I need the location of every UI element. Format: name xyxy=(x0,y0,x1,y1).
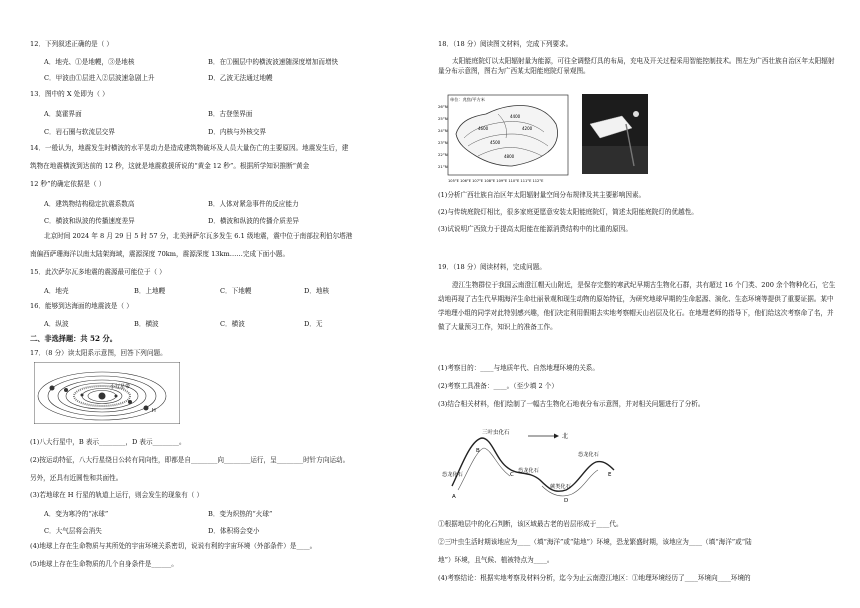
q12-stem: 12．下列叙述正确的是（ ） xyxy=(30,40,114,48)
fossil-diagram-svg xyxy=(438,420,626,508)
q17-sub2b: 另外，还具有近圆性和共面性。 xyxy=(30,474,123,482)
q12-option-a: A．地壳、①是地幔，③是地核 xyxy=(44,58,135,66)
point-c: C xyxy=(510,472,514,478)
q12-option-d: D．乙波无法通过地幔 xyxy=(208,74,273,82)
planet xyxy=(115,395,118,398)
q13-option-a: A．莫霍界面 xyxy=(44,110,82,118)
north-arrowhead xyxy=(554,434,559,439)
isoline-label: 4200 xyxy=(522,126,533,131)
q19-sub1: (1)考察目的：____与地质年代、自然地理环境的关系。 xyxy=(438,364,599,372)
radiation-map-svg xyxy=(438,94,572,184)
q19-material: 澄江生物群位于我国云南澄江帽天山附近，是保存完整的寒武纪早期古生物化石群，共有超过 16 个门类、200 余个物种化石，它生动地再现了古生代早期海洋生命壮丽景观和现生动物的原始特征，为研究地球早期的生命起源、演化、生态环境等提供了重要证据。某中学地理小组的同学对此特别感兴趣，他们决定利用假期去实地考察帽天山岩层及化石。在地理老师的指导下，他们给这次考察命了名，并做了大量预习工作，知识上的准备工作。 xyxy=(438,281,836,331)
point-b: B xyxy=(476,448,480,454)
solar-lamp-photo xyxy=(582,94,648,174)
q14-option-d: D．横波和纵波的传播介质差异 xyxy=(208,217,300,225)
q13-stem: 13．图中的 X 处即为（ ） xyxy=(30,90,109,98)
q15-option-b: B．上地幔 xyxy=(134,287,166,295)
q16-stem: 16．能够到达海面的地震波是（ ） xyxy=(30,302,133,310)
lon-labels: 105°E 106°E 107°E 108°E 109°E 110°E 111°E 112°E xyxy=(448,179,544,183)
q19-stem: 19．（18 分）阅读材料，完成问题。 xyxy=(438,263,546,271)
dinosaur-fossil-label: 恐龙化石 xyxy=(442,472,463,478)
q12-option-b: B．在①圈层中的横波波速随深度增加而增快 xyxy=(208,58,339,66)
lat-label: 24°N xyxy=(438,128,448,133)
lamp-photo-svg xyxy=(582,94,648,174)
lat-label: 23°N xyxy=(438,140,448,145)
point-d: D xyxy=(564,498,569,504)
q14-line3: 12 秒”的确定依据是（ ） xyxy=(30,180,106,188)
news-line1: 北京时间 2024 年 8 月 29 日 5 时 57 分，北美洲萨尔瓦多发生 6.1 级地震，震中位于南部拉利伯尔塔港 xyxy=(44,232,353,240)
section-heading: 二、非选择题：共 52 分。 xyxy=(30,334,117,343)
guangxi-radiation-map xyxy=(438,94,572,184)
q17-option-a: A．变为寒冷的“冰球” xyxy=(44,510,109,518)
q18-stem: 18．（18 分）阅读图文材料，完成下列要求。 xyxy=(438,40,573,48)
solar-system-svg xyxy=(34,362,180,424)
q13-option-b: B．古登堡界面 xyxy=(208,110,253,118)
stratum-line xyxy=(542,470,598,496)
stratum-line xyxy=(458,448,510,490)
lamp-glow xyxy=(633,111,639,117)
q19-sub2: (2)考察工具准备：____。（至少填 2 个） xyxy=(438,382,558,390)
planet-h-label: H xyxy=(152,408,156,414)
q17-sub3: (3)若地球在 H 行星的轨道上运行，则会发生的现象有（ ） xyxy=(30,491,204,499)
point-e: E xyxy=(608,472,612,478)
isoline-label: 4500 xyxy=(490,140,501,145)
map-unit: 单位：兆焦/平方米 xyxy=(450,97,485,102)
q17-sub4: (4)地球上存在生命物质与其所处的宇宙环境关系密切，说说有利的宇宙环境（外部条件）是____。 xyxy=(30,542,317,550)
q16-option-c: C．横波 xyxy=(220,320,245,328)
news-line2: 南偏西萨珊海洋以南太陆架海域，震源深度 70km，震源深度 13km……完成下面小题。 xyxy=(30,250,290,258)
q19-analysis1: ①根据地层中的化石判断，该区域最古老的岩层形成于____代。 xyxy=(438,520,623,528)
planet xyxy=(50,386,55,391)
terrain-profile xyxy=(452,438,614,491)
point-a: A xyxy=(452,494,456,500)
q17-option-d: D．体积将会变小 xyxy=(208,527,260,535)
q17-option-b: B．变为炽热的“火球” xyxy=(208,510,273,518)
planet xyxy=(144,406,149,411)
q15-option-d: D．地核 xyxy=(304,287,330,295)
q18-sub1: (1)分析广西壮族自治区年太阳辐射量空间分布规律及其主要影响因素。 xyxy=(438,191,646,199)
dinosaur-fossil-label: 恐龙化石 xyxy=(518,468,539,474)
q15-option-c: C．下地幔 xyxy=(220,287,252,295)
lat-label: 26°N xyxy=(438,104,448,109)
q18-material: 太阳能庭院灯以太阳辐射量为能源，可往全调整灯具的布局，充电及开关过程采用智能控制技术。图左为广西壮族自治区年太阳辐射量分布示意图，图右为广西某太阳能庭院灯景观图。 xyxy=(438,57,835,75)
q18-sub3: (3)试说明广西致力于提高太阳能在能源消费结构中的比重的原因。 xyxy=(438,225,632,233)
q13-option-c: C．岩石圈与软流层交界 xyxy=(44,128,115,136)
north-label: 北 xyxy=(562,433,569,440)
q15-stem: 15．此次萨尔瓦多地震的震源最可能位于（ ） xyxy=(30,268,166,276)
q14-option-c: C．横波和纵波的传播速度差异 xyxy=(44,217,135,225)
isoline-label: 4600 xyxy=(478,126,489,131)
q17-sub1: (1)八大行星中，B 表示________，D 表示________。 xyxy=(30,438,186,446)
lat-label: 21°N xyxy=(438,164,448,169)
fossil-distribution-diagram xyxy=(438,420,626,508)
q17-sub2a: (2)按运动特征，八大行星绕日公转有同向性，即都是自________向________运行，呈________时针方向运动。 xyxy=(30,456,350,464)
solar-system-diagram xyxy=(34,362,180,424)
planet xyxy=(64,388,68,392)
trilobite-label: 三叶虫化石 xyxy=(482,430,510,436)
planet xyxy=(128,400,132,404)
fern-fossil-label: 蕨类化石 xyxy=(550,484,571,490)
q14-line1: 14．一般认为，地震发生时横波的水平晃动力是造成建筑物破坏及人员大量伤亡的主要原因。地震发生后，建 xyxy=(30,144,349,152)
q16-option-a: A．纵波 xyxy=(44,320,69,328)
q19-analysis2b: 地”）环境，且气候、植被特点为____。 xyxy=(438,556,554,564)
q19-sub3: (3)结合相关材料，他们绘制了一幅古生物化石地表分布示意图，并对相关问题进行了分析。 xyxy=(438,400,705,408)
asteroid-belt-label: 小行星带 xyxy=(110,384,131,390)
q14-option-b: B．人体对紧急事件的反应能力 xyxy=(208,200,299,208)
q18-sub2: (2)与传统庭院灯相比，很多家庭更愿意安装太阳能庭院灯，简述太阳能庭院灯的优越性。 xyxy=(438,208,698,216)
q13-option-d: D．内核与外核交界 xyxy=(208,128,267,136)
sun xyxy=(99,393,106,400)
q17-option-c: C．大气层将会消失 xyxy=(44,527,102,535)
isoline-label: 4800 xyxy=(504,154,515,159)
q14-option-a: A．建筑物结构稳定抗震系数高 xyxy=(44,200,135,208)
dinosaur-fossil-label: 恐龙化石 xyxy=(578,452,599,458)
lat-label: 22°N xyxy=(438,152,448,157)
q12-option-c: C．甲波由①层进入②层波速急剧上升 xyxy=(44,74,155,82)
q19-analysis2a: ②三叶虫生活时期该地应为____（填“海洋”或“陆地”）环境，恐龙繁盛时期，该地应为____（填“海洋”或“陆 xyxy=(438,538,752,546)
isoline-label: 4400 xyxy=(510,114,521,119)
q16-option-b: B．横波 xyxy=(134,320,159,328)
q14-line2: 筑物在地震横波到达前的 12 秒，这就是地震救援所说的“黄金 12 秒”。根据所学知识推断“黄金 xyxy=(30,162,310,170)
q17-stem: 17．（8 分）读太阳系示意图，回答下列问题。 xyxy=(30,349,167,357)
q16-option-d: D．无 xyxy=(304,320,323,328)
q19-sub4: (4)考察结论：根据实地考察及材料分析，迄今为止云南澄江地区：①地理环境经历了____环境向____环境的 xyxy=(438,574,751,582)
q15-option-a: A．地壳 xyxy=(44,287,69,295)
planet xyxy=(81,394,84,397)
lat-label: 25°N xyxy=(438,116,448,121)
q17-sub5: (5)地球上存在生命物质的几个自身条件是______。 xyxy=(30,560,178,568)
